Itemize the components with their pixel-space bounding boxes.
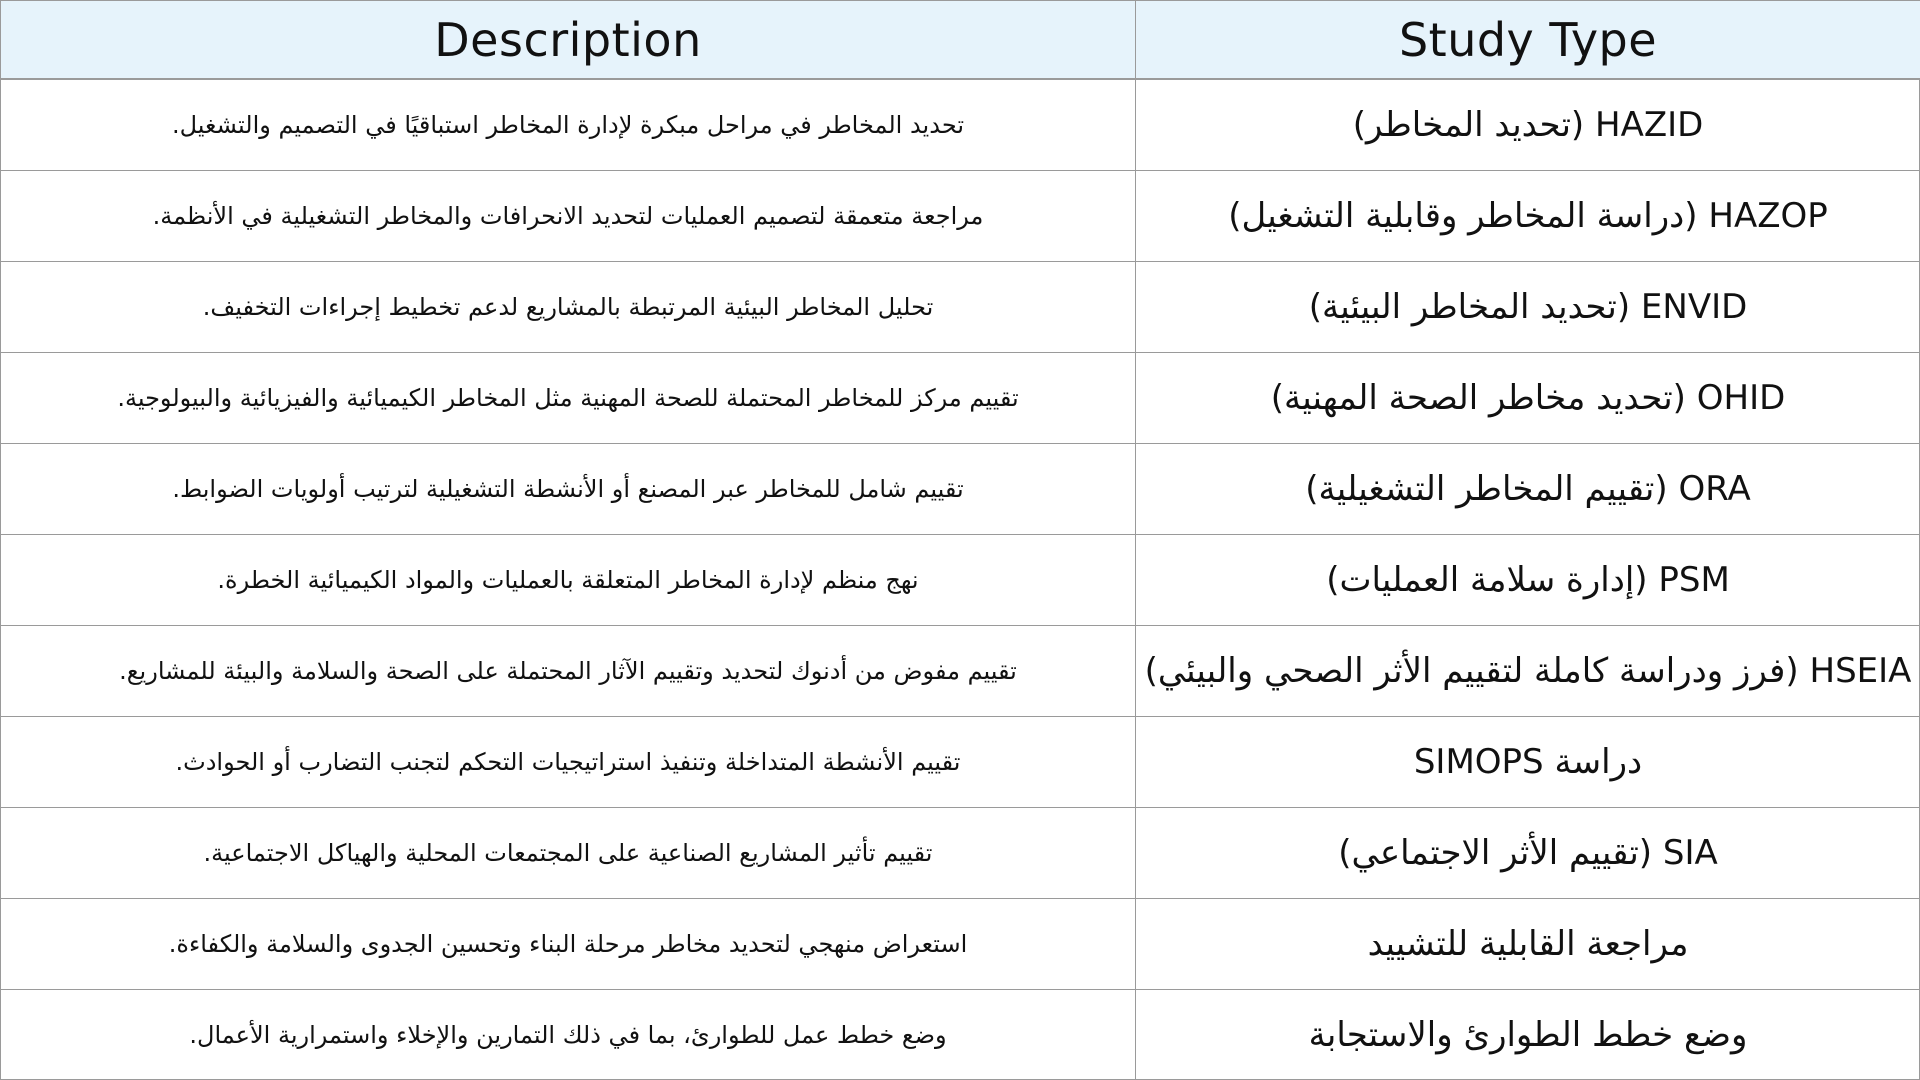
row-4-description: تقييم مركز للمخاطر المحتملة للصحة المهنية مثل المخاطر الكيميائية والفيزيائية والبيولوجية. xyxy=(0,352,1135,443)
row-3-description: تحليل المخاطر البيئية المرتبطة بالمشاريع لدعم تخطيط إجراءات التخفيف. xyxy=(0,261,1135,352)
row-11-description: وضع خطط عمل للطوارئ، بما في ذلك التمارين والإخلاء واستمرارية الأعمال. xyxy=(0,989,1135,1080)
row-4-study-type: OHID (تحديد مخاطر الصحة المهنية) xyxy=(1135,352,1920,443)
row-1-study-type: HAZID (تحديد المخاطر) xyxy=(1135,79,1920,170)
row-8-description: تقييم الأنشطة المتداخلة وتنفيذ استراتيجيات التحكم لتجنب التضارب أو الحوادث. xyxy=(0,716,1135,807)
row-1-description: تحديد المخاطر في مراحل مبكرة لإدارة المخاطر استباقيًا في التصميم والتشغيل. xyxy=(0,79,1135,170)
row-9-description: تقييم تأثير المشاريع الصناعية على المجتمعات المحلية والهياكل الاجتماعية. xyxy=(0,807,1135,898)
row-10-study-type: مراجعة القابلية للتشييد xyxy=(1135,898,1920,989)
row-9-study-type: SIA (تقييم الأثر الاجتماعي) xyxy=(1135,807,1920,898)
row-5-study-type: ORA (تقييم المخاطر التشغيلية) xyxy=(1135,443,1920,534)
row-7-study-type: HSEIA (فرز ودراسة كاملة لتقييم الأثر الصحي والبيئي) xyxy=(1135,625,1920,716)
row-5-description: تقييم شامل للمخاطر عبر المصنع أو الأنشطة التشغيلية لترتيب أولويات الضوابط. xyxy=(0,443,1135,534)
row-3-study-type: ENVID (تحديد المخاطر البيئية) xyxy=(1135,261,1920,352)
row-8-study-type: دراسة SIMOPS xyxy=(1135,716,1920,807)
row-11-study-type: وضع خطط الطوارئ والاستجابة xyxy=(1135,989,1920,1080)
row-6-description: نهج منظم لإدارة المخاطر المتعلقة بالعمليات والمواد الكيميائية الخطرة. xyxy=(0,534,1135,625)
row-6-study-type: PSM (إدارة سلامة العمليات) xyxy=(1135,534,1920,625)
header-study-type: Study Type xyxy=(1135,0,1920,79)
row-7-description: تقييم مفوض من أدنوك لتحديد وتقييم الآثار المحتملة على الصحة والسلامة والبيئة للمشاريع. xyxy=(0,625,1135,716)
header-description: Description xyxy=(0,0,1135,79)
row-2-description: مراجعة متعمقة لتصميم العمليات لتحديد الانحرافات والمخاطر التشغيلية في الأنظمة. xyxy=(0,170,1135,261)
row-2-study-type: HAZOP (دراسة المخاطر وقابلية التشغيل) xyxy=(1135,170,1920,261)
row-10-description: استعراض منهجي لتحديد مخاطر مرحلة البناء وتحسين الجدوى والسلامة والكفاءة. xyxy=(0,898,1135,989)
